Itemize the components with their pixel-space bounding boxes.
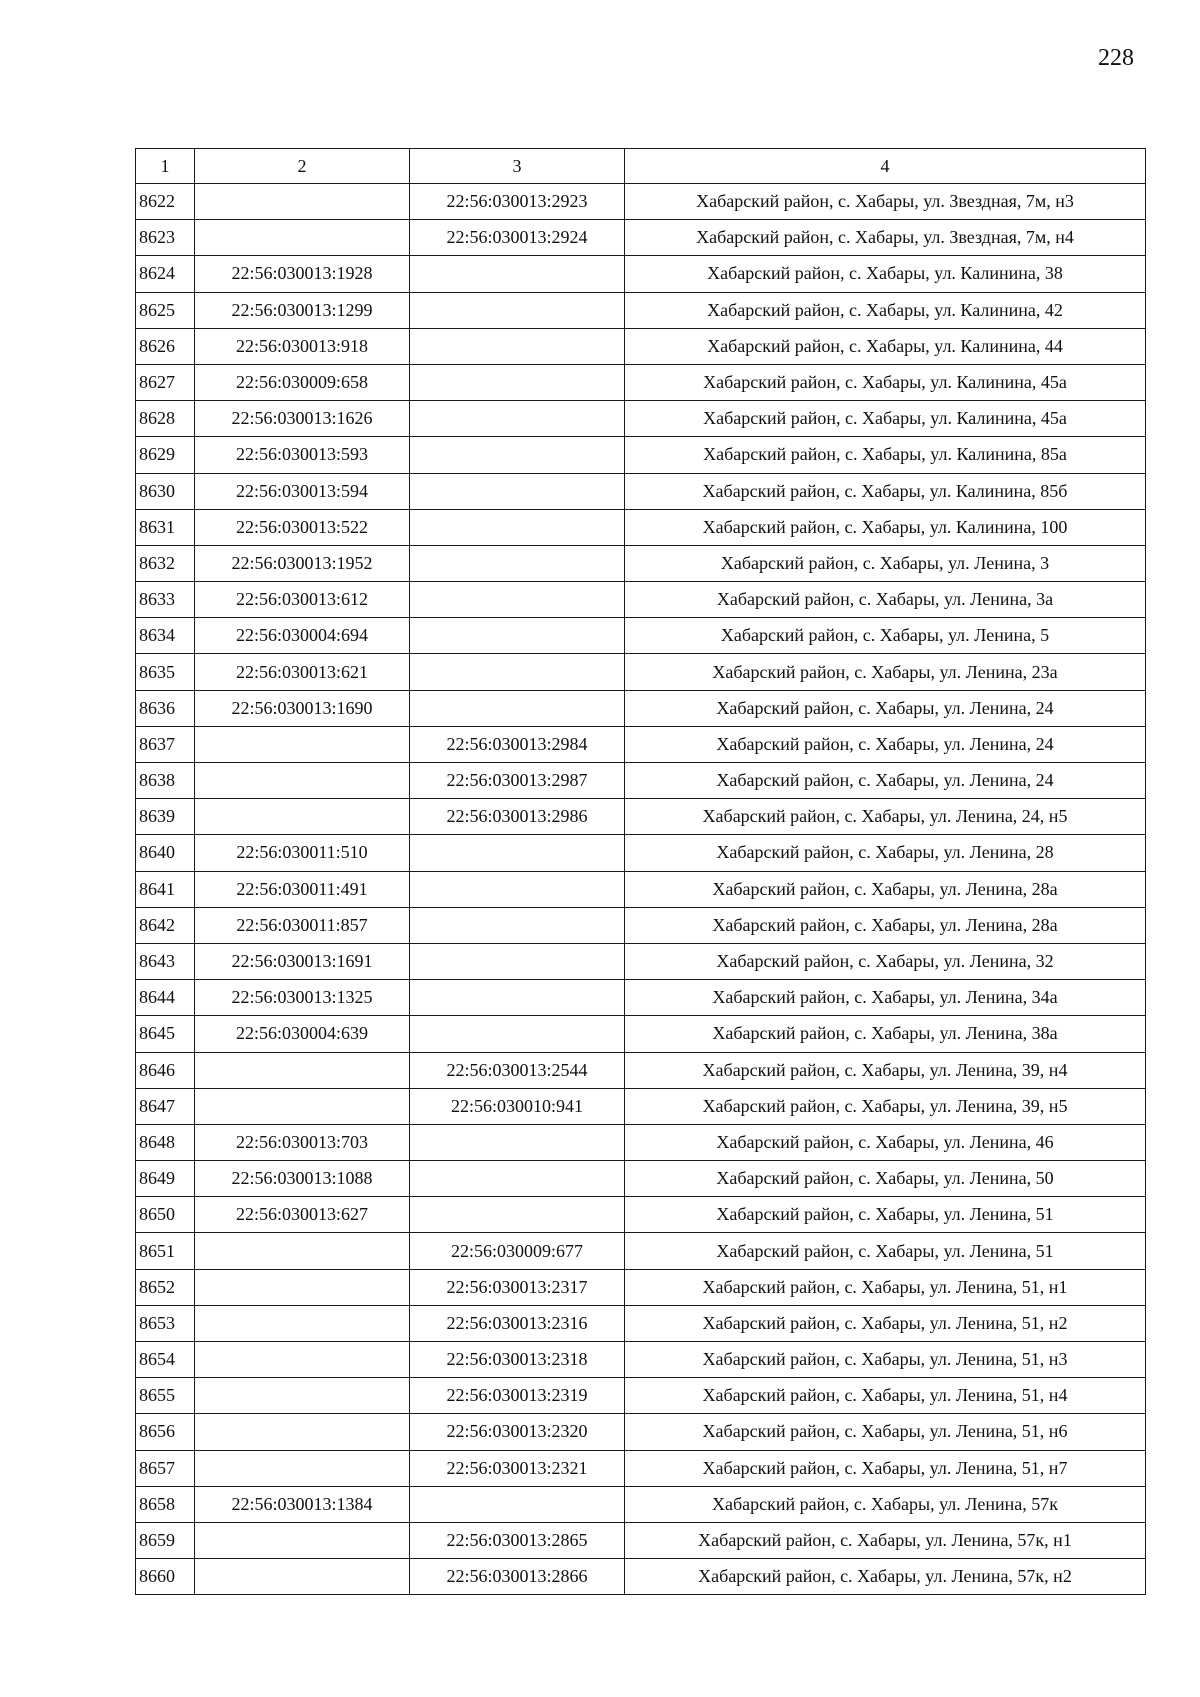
row-number-cell: 8624 — [136, 256, 195, 292]
table-row — [136, 654, 1146, 690]
address-cell: Хабарский район, с. Хабары, ул. Калинина, 100 — [625, 509, 1146, 545]
cadastral-number-cell — [195, 1450, 410, 1486]
cadastral-number-cell: 22:56:030004:694 — [195, 618, 410, 654]
cadastral-number-alt-cell: 22:56:030013:2316 — [410, 1305, 625, 1341]
cadastral-number-cell: 22:56:030013:918 — [195, 328, 410, 364]
row-number-cell: 8635 — [136, 654, 195, 690]
cadastral-number-cell: 22:56:030011:491 — [195, 871, 410, 907]
table-row — [136, 1269, 1146, 1305]
row-number-cell: 8649 — [136, 1161, 195, 1197]
row-number-cell: 8633 — [136, 582, 195, 618]
cadastral-number-alt-cell: 22:56:030013:2321 — [410, 1450, 625, 1486]
table-header — [136, 149, 1146, 184]
table-row — [136, 1124, 1146, 1160]
table-row — [136, 943, 1146, 979]
row-number-cell: 8637 — [136, 726, 195, 762]
cadastral-number-cell: 22:56:030013:1299 — [195, 292, 410, 328]
cadastral-number-alt-cell — [410, 980, 625, 1016]
row-number-cell: 8632 — [136, 545, 195, 581]
cadastral-number-alt-cell — [410, 1016, 625, 1052]
table-row — [136, 1378, 1146, 1414]
address-cell: Хабарский район, с. Хабары, ул. Ленина, 28а — [625, 871, 1146, 907]
table-row — [136, 1522, 1146, 1558]
address-cell: Хабарский район, с. Хабары, ул. Ленина, 46 — [625, 1124, 1146, 1160]
column-header-3: 3 — [410, 149, 625, 184]
table-row — [136, 1016, 1146, 1052]
cadastral-number-cell: 22:56:030013:627 — [195, 1197, 410, 1233]
row-number-cell: 8643 — [136, 943, 195, 979]
table-row — [136, 401, 1146, 437]
table-row — [136, 292, 1146, 328]
page-number: 228 — [1098, 45, 1134, 71]
address-cell: Хабарский район, с. Хабары, ул. Калинина, 45а — [625, 364, 1146, 400]
address-cell: Хабарский район, с. Хабары, ул. Ленина, 39, н5 — [625, 1088, 1146, 1124]
cadastral-number-cell: 22:56:030013:1088 — [195, 1161, 410, 1197]
cadastral-number-alt-cell: 22:56:030013:2319 — [410, 1378, 625, 1414]
cadastral-number-alt-cell — [410, 292, 625, 328]
table-row — [136, 1414, 1146, 1450]
table-row — [136, 1342, 1146, 1378]
row-number-cell: 8634 — [136, 618, 195, 654]
table-row — [136, 726, 1146, 762]
table-row — [136, 871, 1146, 907]
cadastral-number-alt-cell: 22:56:030013:2984 — [410, 726, 625, 762]
table-row — [136, 980, 1146, 1016]
cadastral-number-cell — [195, 1269, 410, 1305]
property-registry-table — [135, 148, 1146, 1595]
row-number-cell: 8648 — [136, 1124, 195, 1160]
cadastral-number-alt-cell: 22:56:030013:2923 — [410, 184, 625, 220]
address-cell: Хабарский район, с. Хабары, ул. Звездная, 7м, н3 — [625, 184, 1146, 220]
cadastral-number-cell: 22:56:030013:1691 — [195, 943, 410, 979]
row-number-cell: 8627 — [136, 364, 195, 400]
row-number-cell: 8644 — [136, 980, 195, 1016]
table-row — [136, 1450, 1146, 1486]
cadastral-number-alt-cell: 22:56:030010:941 — [410, 1088, 625, 1124]
table-row — [136, 799, 1146, 835]
cadastral-number-cell: 22:56:030013:612 — [195, 582, 410, 618]
address-cell: Хабарский район, с. Хабары, ул. Калинина, 44 — [625, 328, 1146, 364]
table-row — [136, 473, 1146, 509]
cadastral-number-alt-cell — [410, 401, 625, 437]
table-row — [136, 763, 1146, 799]
cadastral-number-cell — [195, 220, 410, 256]
address-cell: Хабарский район, с. Хабары, ул. Ленина, 57к — [625, 1486, 1146, 1522]
address-cell: Хабарский район, с. Хабары, ул. Ленина, 50 — [625, 1161, 1146, 1197]
cadastral-number-alt-cell — [410, 545, 625, 581]
cadastral-number-alt-cell: 22:56:030013:2317 — [410, 1269, 625, 1305]
address-cell: Хабарский район, с. Хабары, ул. Ленина, 51, н1 — [625, 1269, 1146, 1305]
address-cell: Хабарский район, с. Хабары, ул. Ленина, 24 — [625, 726, 1146, 762]
row-number-cell: 8630 — [136, 473, 195, 509]
address-cell: Хабарский район, с. Хабары, ул. Ленина, 3а — [625, 582, 1146, 618]
cadastral-number-cell — [195, 184, 410, 220]
table-row — [136, 582, 1146, 618]
table-row — [136, 545, 1146, 581]
cadastral-number-cell: 22:56:030013:1384 — [195, 1486, 410, 1522]
column-header-1: 1 — [136, 149, 195, 184]
cadastral-number-cell: 22:56:030013:621 — [195, 654, 410, 690]
address-cell: Хабарский район, с. Хабары, ул. Калинина, 85б — [625, 473, 1146, 509]
row-number-cell: 8638 — [136, 763, 195, 799]
address-cell: Хабарский район, с. Хабары, ул. Ленина, 57к, н2 — [625, 1559, 1146, 1595]
header-row — [136, 149, 1146, 184]
table-row — [136, 835, 1146, 871]
address-cell: Хабарский район, с. Хабары, ул. Калинина, 45а — [625, 401, 1146, 437]
table-row — [136, 256, 1146, 292]
address-cell: Хабарский район, с. Хабары, ул. Ленина, 51, н2 — [625, 1305, 1146, 1341]
cadastral-number-alt-cell — [410, 364, 625, 400]
address-cell: Хабарский район, с. Хабары, ул. Ленина, 24 — [625, 690, 1146, 726]
cadastral-number-alt-cell — [410, 690, 625, 726]
address-cell: Хабарский район, с. Хабары, ул. Калинина, 85а — [625, 437, 1146, 473]
row-number-cell: 8652 — [136, 1269, 195, 1305]
cadastral-number-cell — [195, 1088, 410, 1124]
row-number-cell: 8659 — [136, 1522, 195, 1558]
cadastral-number-cell — [195, 1233, 410, 1269]
row-number-cell: 8658 — [136, 1486, 195, 1522]
address-cell: Хабарский район, с. Хабары, ул. Ленина, 38а — [625, 1016, 1146, 1052]
cadastral-number-cell — [195, 1378, 410, 1414]
address-cell: Хабарский район, с. Хабары, ул. Ленина, 51 — [625, 1233, 1146, 1269]
table-row — [136, 1161, 1146, 1197]
row-number-cell: 8656 — [136, 1414, 195, 1450]
cadastral-number-alt-cell — [410, 871, 625, 907]
cadastral-number-alt-cell — [410, 943, 625, 979]
cadastral-number-cell — [195, 1522, 410, 1558]
address-cell: Хабарский район, с. Хабары, ул. Ленина, 23а — [625, 654, 1146, 690]
address-cell: Хабарский район, с. Хабары, ул. Звездная, 7м, н4 — [625, 220, 1146, 256]
table-row — [136, 509, 1146, 545]
row-number-cell: 8655 — [136, 1378, 195, 1414]
table-row — [136, 328, 1146, 364]
row-number-cell: 8629 — [136, 437, 195, 473]
table-row — [136, 220, 1146, 256]
row-number-cell: 8639 — [136, 799, 195, 835]
address-cell: Хабарский район, с. Хабары, ул. Калинина, 42 — [625, 292, 1146, 328]
row-number-cell: 8654 — [136, 1342, 195, 1378]
cadastral-number-cell: 22:56:030013:1952 — [195, 545, 410, 581]
cadastral-number-alt-cell: 22:56:030013:2865 — [410, 1522, 625, 1558]
cadastral-number-cell: 22:56:030013:593 — [195, 437, 410, 473]
table-row — [136, 1559, 1146, 1595]
row-number-cell: 8650 — [136, 1197, 195, 1233]
cadastral-number-alt-cell — [410, 328, 625, 364]
cadastral-number-cell — [195, 1305, 410, 1341]
address-cell: Хабарский район, с. Хабары, ул. Ленина, 28 — [625, 835, 1146, 871]
cadastral-number-cell: 22:56:030013:594 — [195, 473, 410, 509]
cadastral-number-cell: 22:56:030013:522 — [195, 509, 410, 545]
cadastral-number-cell — [195, 726, 410, 762]
cadastral-number-cell — [195, 1559, 410, 1595]
address-cell: Хабарский район, с. Хабары, ул. Ленина, 24 — [625, 763, 1146, 799]
cadastral-number-cell: 22:56:030013:703 — [195, 1124, 410, 1160]
row-number-cell: 8636 — [136, 690, 195, 726]
row-number-cell: 8653 — [136, 1305, 195, 1341]
cadastral-number-alt-cell — [410, 1161, 625, 1197]
table-row — [136, 1052, 1146, 1088]
address-cell: Хабарский район, с. Хабары, ул. Ленина, 39, н4 — [625, 1052, 1146, 1088]
cadastral-number-cell: 22:56:030013:1928 — [195, 256, 410, 292]
column-header-2: 2 — [195, 149, 410, 184]
cadastral-number-cell — [195, 799, 410, 835]
table-row — [136, 437, 1146, 473]
address-cell: Хабарский район, с. Хабары, ул. Ленина, 28а — [625, 907, 1146, 943]
address-cell: Хабарский район, с. Хабары, ул. Ленина, 51, н4 — [625, 1378, 1146, 1414]
row-number-cell: 8640 — [136, 835, 195, 871]
table-row — [136, 364, 1146, 400]
row-number-cell: 8645 — [136, 1016, 195, 1052]
address-cell: Хабарский район, с. Хабары, ул. Ленина, 51, н6 — [625, 1414, 1146, 1450]
row-number-cell: 8622 — [136, 184, 195, 220]
address-cell: Хабарский район, с. Хабары, ул. Ленина, 51, н3 — [625, 1342, 1146, 1378]
address-cell: Хабарский район, с. Хабары, ул. Калинина, 38 — [625, 256, 1146, 292]
cadastral-number-alt-cell — [410, 1197, 625, 1233]
row-number-cell: 8642 — [136, 907, 195, 943]
column-header-4: 4 — [625, 149, 1146, 184]
row-number-cell: 8660 — [136, 1559, 195, 1595]
address-cell: Хабарский район, с. Хабары, ул. Ленина, 51, н7 — [625, 1450, 1146, 1486]
cadastral-number-cell: 22:56:030013:1325 — [195, 980, 410, 1016]
cadastral-number-alt-cell — [410, 437, 625, 473]
table-row — [136, 907, 1146, 943]
cadastral-number-cell — [195, 1342, 410, 1378]
row-number-cell: 8631 — [136, 509, 195, 545]
cadastral-number-cell — [195, 1414, 410, 1450]
cadastral-number-alt-cell — [410, 1486, 625, 1522]
cadastral-number-alt-cell — [410, 618, 625, 654]
table-row — [136, 184, 1146, 220]
address-cell: Хабарский район, с. Хабары, ул. Ленина, 51 — [625, 1197, 1146, 1233]
row-number-cell: 8628 — [136, 401, 195, 437]
address-cell: Хабарский район, с. Хабары, ул. Ленина, 3 — [625, 545, 1146, 581]
cadastral-number-alt-cell — [410, 1124, 625, 1160]
row-number-cell: 8647 — [136, 1088, 195, 1124]
cadastral-number-alt-cell — [410, 835, 625, 871]
row-number-cell: 8657 — [136, 1450, 195, 1486]
address-cell: Хабарский район, с. Хабары, ул. Ленина, 24, н5 — [625, 799, 1146, 835]
address-cell: Хабарский район, с. Хабары, ул. Ленина, 34а — [625, 980, 1146, 1016]
table-row — [136, 1305, 1146, 1341]
row-number-cell: 8623 — [136, 220, 195, 256]
address-cell: Хабарский район, с. Хабары, ул. Ленина, 32 — [625, 943, 1146, 979]
cadastral-number-cell: 22:56:030013:1690 — [195, 690, 410, 726]
cadastral-number-cell: 22:56:030013:1626 — [195, 401, 410, 437]
cadastral-number-alt-cell: 22:56:030013:2866 — [410, 1559, 625, 1595]
address-cell: Хабарский район, с. Хабары, ул. Ленина, 57к, н1 — [625, 1522, 1146, 1558]
table-row — [136, 1088, 1146, 1124]
row-number-cell: 8641 — [136, 871, 195, 907]
cadastral-number-alt-cell — [410, 256, 625, 292]
cadastral-number-alt-cell — [410, 473, 625, 509]
cadastral-number-alt-cell: 22:56:030013:2987 — [410, 763, 625, 799]
row-number-cell: 8626 — [136, 328, 195, 364]
cadastral-number-alt-cell: 22:56:030013:2544 — [410, 1052, 625, 1088]
cadastral-number-cell: 22:56:030011:857 — [195, 907, 410, 943]
cadastral-number-alt-cell: 22:56:030013:2986 — [410, 799, 625, 835]
cadastral-number-cell: 22:56:030004:639 — [195, 1016, 410, 1052]
cadastral-number-alt-cell: 22:56:030013:2924 — [410, 220, 625, 256]
cadastral-number-alt-cell: 22:56:030013:2318 — [410, 1342, 625, 1378]
table-row — [136, 618, 1146, 654]
table-row — [136, 1486, 1146, 1522]
table-row — [136, 1197, 1146, 1233]
cadastral-number-cell: 22:56:030011:510 — [195, 835, 410, 871]
cadastral-number-cell: 22:56:030009:658 — [195, 364, 410, 400]
table-row — [136, 1233, 1146, 1269]
cadastral-number-alt-cell: 22:56:030013:2320 — [410, 1414, 625, 1450]
row-number-cell: 8625 — [136, 292, 195, 328]
cadastral-number-alt-cell — [410, 654, 625, 690]
cadastral-number-cell — [195, 763, 410, 799]
cadastral-number-alt-cell: 22:56:030009:677 — [410, 1233, 625, 1269]
cadastral-number-alt-cell — [410, 509, 625, 545]
row-number-cell: 8651 — [136, 1233, 195, 1269]
cadastral-number-cell — [195, 1052, 410, 1088]
table-row — [136, 690, 1146, 726]
row-number-cell: 8646 — [136, 1052, 195, 1088]
cadastral-number-alt-cell — [410, 907, 625, 943]
cadastral-number-alt-cell — [410, 582, 625, 618]
table-body — [136, 184, 1146, 1595]
address-cell: Хабарский район, с. Хабары, ул. Ленина, 5 — [625, 618, 1146, 654]
